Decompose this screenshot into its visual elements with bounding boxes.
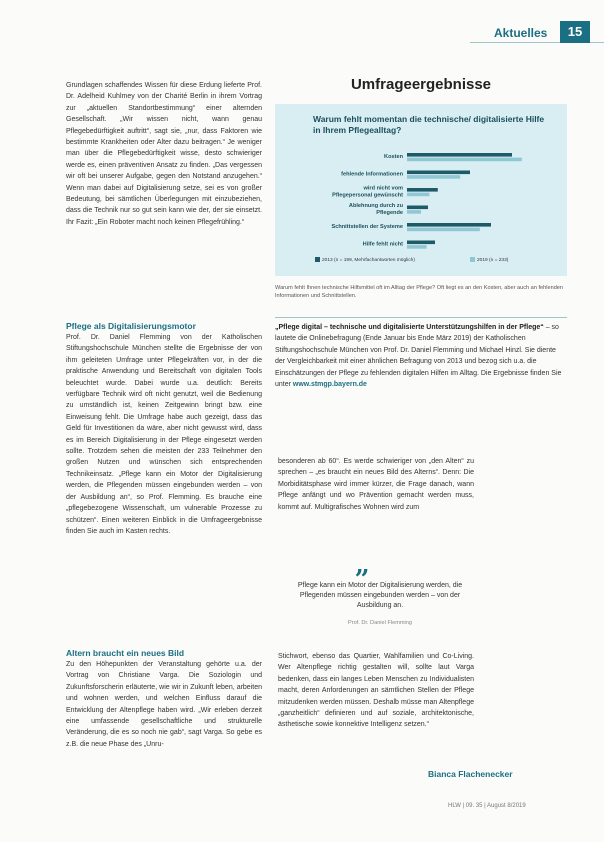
chart-bar: [407, 193, 429, 197]
chart-category-label: Schnittstellen der Systeme: [331, 224, 403, 230]
author-signature: Bianca Flachenecker: [428, 769, 513, 779]
chart-bar: [407, 241, 435, 245]
chart-category-label: Pflegende: [376, 210, 403, 216]
column-mid-bottom: [278, 651, 474, 731]
chart-category-label: fehlende Informationen: [341, 171, 403, 178]
chart-category-label: Kosten: [384, 154, 403, 160]
section-heading: Pflege als Digitalisierungsmotor: [66, 321, 196, 331]
chart-bar: [407, 171, 470, 175]
section-title: Aktuelles: [494, 26, 548, 40]
section-digitalization: [66, 320, 262, 537]
legend-label: 2013 (n = 199, Mehrfachantworten möglich): [322, 258, 415, 263]
legend-swatch: [470, 257, 475, 262]
page-number: 15: [560, 21, 590, 43]
legend-swatch: [315, 257, 320, 262]
intro-paragraph: Grundlagen schaffendes Wissen für diese Erdung lieferte Prof. Dr. Adelheid Kuhlmey von der Charité Berlin in ihrem Vortrag zur „aktuellen Standortbestimmung“ einer alternden Gesellschaft. „Wir wissen nicht, wann genau Pflegebedürftigkeit auftritt“, sagt sie, „nur, dass Faktoren wie bestimmte Krankheiten oder Alter dazu beitragen.“ Je weniger man über die Pflegebedürftigkeit wisse, desto schwieriger werde es, einen präventiven Ansatz zu finden. „Das vergessen wir oft bei unserer Aufgabe, gegen den Notstand anzugehen.“ Wenn man dabei auf Digitalisierung setze, sei es von großer Bedeutung, bei sämtlichen Überlegungen mit einzubeziehen, dass die Technik nur so gut sein kann wie der, der sie einsetzt. Ihr Fazit: „Ein Roboter macht noch keinen Pflegefrühling.“: [66, 82, 262, 226]
section-aging: [66, 647, 262, 750]
mid-paragraph-2: Stichwort, ebenso das Quartier, Wahlfamilien und Co-Living. Wer Altenpflege richtig gestalten will, sollte laut Varga bedenken, dass ein langes Leben Menschen zu Individualisten macht, deren Anforderungen an sämtlichen Stellen der Pflege mitzudenken werden müssen. Deshalb müsse man Altenpflege „ganzheitlich“ definieren und auf soziale, architektonische, ästhetische sowie konnektive Intelligenz setzen.“: [278, 653, 474, 729]
survey-title: Umfrageergebnisse: [350, 76, 492, 93]
page-footer: HLW | 09. 35 | August 8/2019: [448, 803, 526, 809]
legend-label: 2019 (n = 233): [477, 258, 509, 263]
pull-quote-author: Prof. Dr. Daniel Flemming: [347, 620, 413, 626]
section-heading: Altern braucht ein neues Bild: [66, 648, 185, 658]
chart-bar: [407, 158, 522, 162]
survey-bar-chart: [275, 104, 567, 276]
pull-quote: Pflege kann ein Motor der Digitalisierung werden, die Pflegenden müssen eingebunden werden – von der Ausbildung an.: [297, 582, 463, 609]
chart-title: Warum fehlt momentan die technische/ digitalisierte Hilfe in Ihrem Pflegealltag?: [313, 114, 545, 135]
chart-bar: [407, 153, 512, 157]
quote-mark-icon: „: [355, 550, 370, 580]
section-text: Prof. Dr. Daniel Flemming von der Katholischen Stiftungshochschule München stellte die Ergebnisse der von ihm geleiteten Umfrage unter Pflegekräften vor, in der die praktische Anwendung und Bereitschaft von digitalen Tools beleuchtet wurde. Dabei wurde u.a. deutlich: Bereits verfügbare Technik wird oft nicht genutzt, weil die Bedienung zu umständlich ist, keinen Zeitgewinn bringt bzw. eine Einweisung fehlt. Die Umfrage habe auch gezeigt, dass das Geld für Investitionen da wäre, aber nicht gewusst wird, dass es im Bereich Digitalisierung in der Pflege eingesetzt werden sollte. Trotzdem sehen die meisten der 233 Teilnehmer den großen Nutzen und wünschen sich entsprechenden Technikeinsatz. „Pflege kann ein Motor der Digitalisierung werden, die Pflegenden müssen eingebunden werden – von der Ausbildung an“, so Prof. Flemming. Es brauche eine „pflegebezogene Wissenschaft, um vulnerable Prozesse zu schützen“. Einen weiteren Einblick in die Umfrageergebnisse finden Sie auch im Kasten rechts.: [66, 334, 262, 535]
survey-callout: [275, 322, 567, 390]
chart-category-label: Ablehnung durch zu: [348, 203, 403, 209]
chart-bar: [407, 245, 427, 249]
callout-text: – so lautete die Onlinebefragung (Ende Januar bis Ende März 2019) der Katholischen Stiftungshochschule München von Prof. Dr. Daniel Flemming und Michael Hinzl. Sie diente der Vergleichbarkeit mit einer ähnlichen Befragung von 2013 und bezog sich u.a. die Einschätzungen der Pflege zu fehlenden digitalen Hilfen im Alltag. Die Ergebnisse finden Sie unter: [275, 324, 562, 389]
survey-chart-box: [275, 104, 567, 276]
section-text: Zu den Höhepunkten der Veranstaltung gehörte u.a. der Vortrag von Christiane Varga. Die Soziologin und Zukunftsforscherin erläuterte, wie wir in Zukunft leben, arbeiten und wohnen werden, und welchen Einfluss darauf die Entwicklung der Altenpflege haben wird. „Wir erleben derzeit eine umfassende gesellschaftliche und strukturelle Veränderung, die es so noch nie gab“, sagt Varga. So gebe es z.B. die neue Phase des „Unru-: [66, 661, 262, 748]
chart-bar: [407, 175, 460, 179]
chart-category-label: Hilfe fehlt nicht: [362, 241, 403, 248]
chart-bar: [407, 210, 421, 214]
chart-category-label: wird nicht vom: [363, 185, 403, 192]
chart-bar: [407, 228, 480, 232]
column-mid-top: [278, 456, 474, 513]
chart-bar: [407, 206, 428, 210]
column-left-top: [66, 80, 262, 228]
callout-link[interactable]: www.stmgp.bayern.de: [292, 381, 367, 389]
chart-bar: [407, 188, 438, 192]
chart-caption: Warum fehlt Ihnen technische Hilfsmittel oft im Alltag der Pflege? Oft liegt es an den Kosten, aber auch an fehlenden Informationen und Schnittstellen.: [275, 285, 564, 299]
chart-bar: [407, 223, 491, 227]
callout-title: „Pflege digital – technische und digitalisierte Unterstützungshilfen in der Pflege“: [275, 324, 544, 331]
mid-paragraph-1: besonderen ab 60“. Es werde schwieriger von „den Alten“ zu sprechen – „es braucht ein neues Bild des Alterns“. Denn: Die Morbiditätsphase wird immer kürzer, die Frage danach, wann Pflege anfängt und wo Prävention gemacht werden muss, kommt auf. Multigrafisches Wohnen wird zum: [278, 458, 474, 511]
chart-category-label: Pflegepersonal gewünscht: [332, 192, 403, 199]
divider: [275, 317, 567, 318]
